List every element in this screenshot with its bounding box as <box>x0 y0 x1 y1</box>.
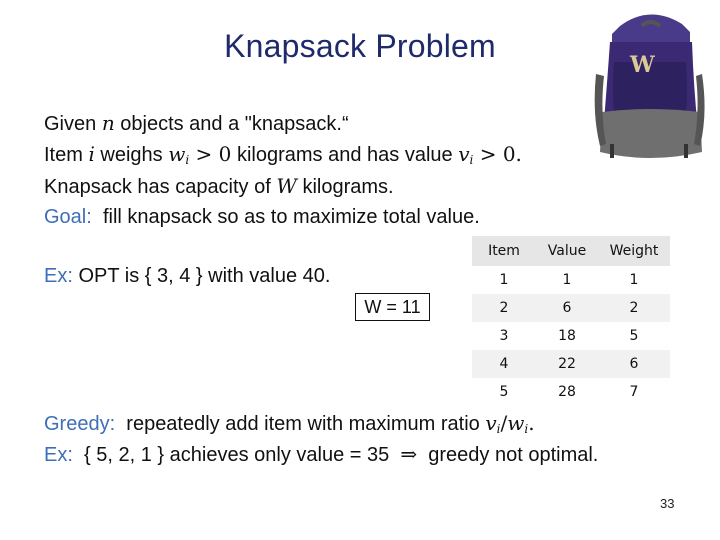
table-row <box>472 266 670 294</box>
table-row <box>472 378 670 406</box>
header-value: Value <box>536 236 598 266</box>
bullet-capacity: Knapsack has capacity of W kilograms. <box>44 174 394 198</box>
slide-title: Knapsack Problem <box>224 28 496 64</box>
backpack-strap-left <box>595 74 606 146</box>
cell-weight: 1 <box>598 266 670 294</box>
items-table <box>472 236 670 406</box>
cell-weight: 2 <box>598 294 670 322</box>
header-item: Item <box>472 236 536 266</box>
table-row <box>472 322 670 350</box>
header-weight: Weight <box>598 236 670 266</box>
implies-arrow-icon: ⇒ <box>400 442 418 466</box>
cell-item: 3 <box>472 322 536 350</box>
bullet-given: Given n objects and a "knapsack.“ <box>44 111 349 135</box>
cell-value: 1 <box>536 266 598 294</box>
bullet-example-opt: Ex: OPT is { 3, 4 } with value 40. <box>44 265 331 287</box>
capacity-box: W = 11 <box>355 293 430 321</box>
backpack-logo: W <box>630 52 655 78</box>
cell-weight: 5 <box>598 322 670 350</box>
cell-item: 2 <box>472 294 536 322</box>
cell-value: 6 <box>536 294 598 322</box>
cell-weight: 7 <box>598 378 670 406</box>
cell-value: 28 <box>536 378 598 406</box>
bullet-example-greedy: Ex: { 5, 2, 1 } achieves only value = 35 ⇒ greedy not optimal. <box>44 442 599 466</box>
bullet-goal: Goal: fill knapsack so as to maximize total value. <box>44 206 480 228</box>
cell-weight: 6 <box>598 350 670 378</box>
backpack-image <box>590 8 710 163</box>
table-header-row <box>472 236 670 266</box>
page-number: 33 <box>660 496 675 511</box>
cell-value: 18 <box>536 322 598 350</box>
cell-item: 4 <box>472 350 536 378</box>
bullet-greedy: Greedy: repeatedly add item with maximum ratio $v_i/w_i$. <box>44 411 535 436</box>
table-row <box>472 350 670 378</box>
cell-item: 5 <box>472 378 536 406</box>
bullet-item-weighs: Item i weighs $w_i > 0$ kilograms and has value $v_i > 0$. <box>44 142 522 167</box>
table-row <box>472 294 670 322</box>
cell-item: 1 <box>472 266 536 294</box>
cell-value: 22 <box>536 350 598 378</box>
